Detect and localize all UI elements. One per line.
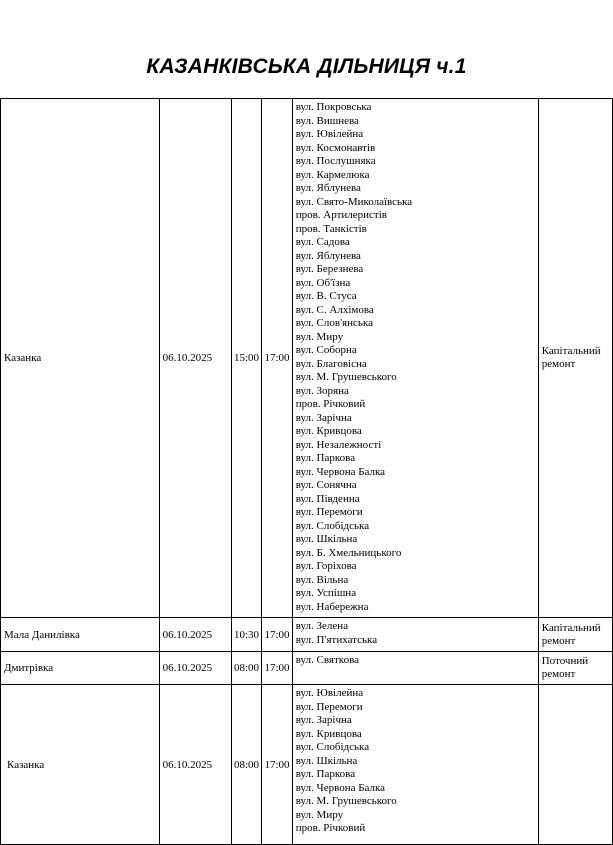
street-item: вул. Зелена xyxy=(295,620,349,632)
street-item: вул. Соборна xyxy=(295,344,357,356)
time-from-cell: 10:30 xyxy=(231,618,261,652)
street-item: вул. Миру xyxy=(295,808,344,821)
street-item: вул. Слобідська xyxy=(295,519,370,532)
street-item: вул. Кривцова xyxy=(295,425,362,437)
streets-cell xyxy=(292,618,538,652)
street-item: вул. Вишнева xyxy=(295,114,359,127)
street-item: вул. В. Стуса xyxy=(295,290,357,302)
street-item: вул. М. Грушевського xyxy=(295,371,397,383)
street-item: вул. Садова xyxy=(295,236,350,248)
table-row xyxy=(1,99,613,618)
time-to-cell: 17:00 xyxy=(262,685,292,845)
street-item: вул. Ювілейна xyxy=(295,128,364,140)
street-item: вул. Святкова xyxy=(295,654,360,666)
street-item: вул. Об'їзна xyxy=(295,276,351,289)
reason-cell: Капітальний ремонт xyxy=(538,618,612,652)
street-item: вул. Шкільна xyxy=(295,533,358,545)
street-item: вул. Паркова xyxy=(295,452,356,464)
reason-cell xyxy=(538,685,612,845)
street-item: вул. Зарічна xyxy=(295,714,352,726)
street-item: вул. Паркова xyxy=(295,768,356,780)
street-item: вул. С. Алхімова xyxy=(295,303,374,316)
date-cell: 06.10.2025 xyxy=(159,652,231,685)
outage-schedule-table xyxy=(0,98,613,845)
street-item: вул. П'ятихатська xyxy=(295,633,378,646)
street-item: вул. Б. Хмельницького xyxy=(295,546,402,559)
street-item: вул. Космонавтів xyxy=(295,141,376,154)
page-title: КАЗАНКІВСЬКА ДІЛЬНИЦЯ ч.1 xyxy=(146,55,467,78)
street-item: вул. Свято-Миколаївська xyxy=(295,195,413,208)
settlement-cell: Дмитрівка xyxy=(1,652,160,685)
street-item: вул. Південна xyxy=(295,492,360,505)
street-item: вул. Вільна xyxy=(295,573,349,586)
reason-cell: Капітальний ремонт xyxy=(538,99,612,618)
street-item: вул. Червона Балка xyxy=(295,781,386,794)
street-item: вул. Шкільна xyxy=(295,754,358,767)
table-row xyxy=(1,652,613,685)
date-cell: 06.10.2025 xyxy=(159,685,231,845)
streets-cell xyxy=(292,652,538,685)
street-item: вул. Березнева xyxy=(295,263,364,275)
time-from-cell: 08:00 xyxy=(231,685,261,845)
street-item: пров. Танкістів xyxy=(295,222,367,235)
streets-cell xyxy=(292,685,538,845)
street-item: вул. Незалежності xyxy=(295,438,382,451)
settlement-cell: Мала Данилівка xyxy=(1,618,160,652)
time-to-cell: 17:00 xyxy=(262,99,292,618)
time-from-cell: 08:00 xyxy=(231,652,261,685)
time-to-cell: 17:00 xyxy=(262,652,292,685)
settlement-cell: Казанка xyxy=(1,685,160,845)
street-item: пров. Річковий xyxy=(295,398,366,410)
street-item: вул. Яблунева xyxy=(295,182,361,194)
street-item: вул. Зоряна xyxy=(295,384,349,397)
street-item: вул. Слобідська xyxy=(295,741,370,753)
street-item: вул. Миру xyxy=(295,330,344,343)
date-cell: 06.10.2025 xyxy=(159,99,231,618)
street-item: вул. Яблунева xyxy=(295,249,361,262)
street-item: вул. Покровська xyxy=(295,101,372,113)
street-item: вул. Перемоги xyxy=(295,506,363,518)
table-row xyxy=(1,685,613,845)
street-item: вул. Успішна xyxy=(295,587,357,599)
street-item: вул. Зарічна xyxy=(295,411,352,424)
reason-cell: Поточний ремонт xyxy=(538,652,612,685)
street-item: вул. Кривцова xyxy=(295,727,362,740)
street-item: вул. Червона Балка xyxy=(295,465,386,478)
streets-cell xyxy=(292,99,538,618)
date-cell: 06.10.2025 xyxy=(159,618,231,652)
time-to-cell: 17:00 xyxy=(262,618,292,652)
street-item: вул. М. Грушевського xyxy=(295,795,397,807)
street-item: вул. Благовісна xyxy=(295,357,367,370)
street-item: пров. Річковий xyxy=(295,822,366,834)
street-item: вул. Ювілейна xyxy=(295,687,364,699)
time-from-cell: 15:00 xyxy=(231,99,261,618)
table-row xyxy=(1,618,613,652)
street-item: вул. Сонячна xyxy=(295,479,357,491)
street-item: вул. Послушняка xyxy=(295,155,376,167)
street-item: вул. Слов'янська xyxy=(295,317,373,329)
street-item: вул. Перемоги xyxy=(295,700,363,713)
street-item: вул. Набережна xyxy=(295,600,369,613)
street-item: пров. Артилеристів xyxy=(295,209,387,221)
street-item: вул. Кармелюка xyxy=(295,168,370,181)
street-item: вул. Горіхова xyxy=(295,560,357,572)
settlement-cell: Казанка xyxy=(1,99,160,618)
